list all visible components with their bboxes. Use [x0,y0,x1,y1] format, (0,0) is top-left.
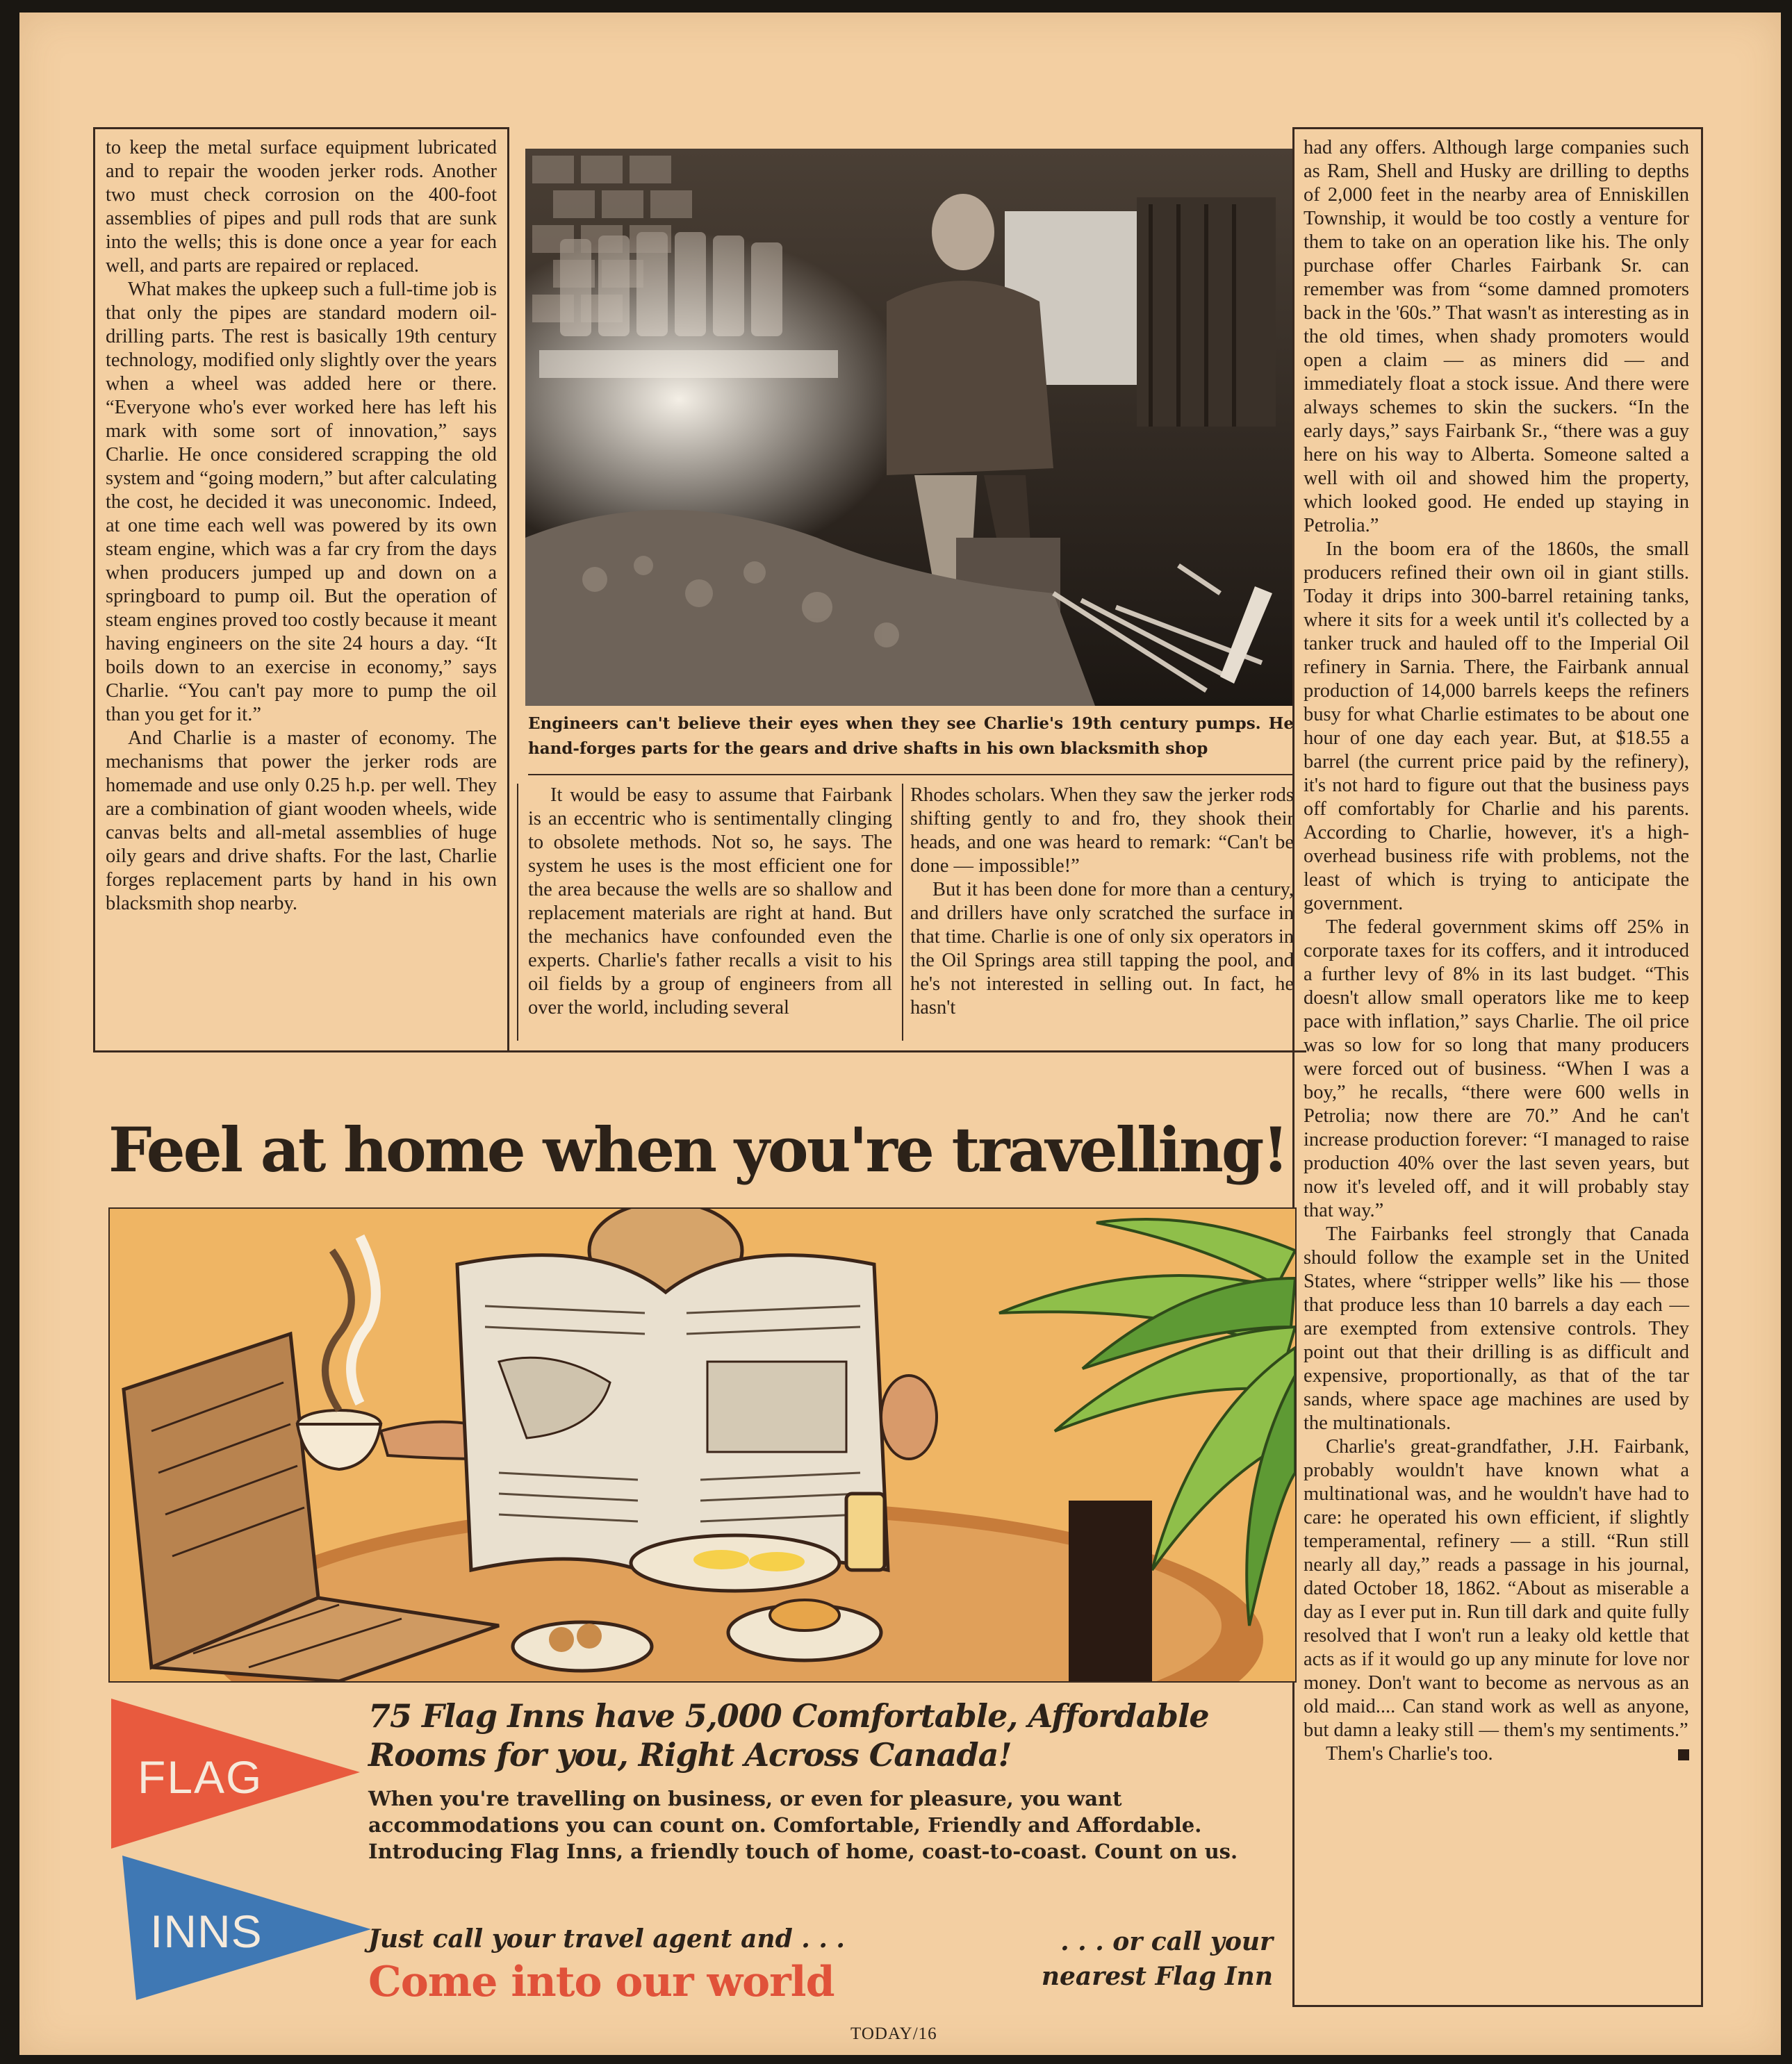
column-divider-2-3 [902,784,903,1041]
logo-word-inns: INNS [150,1906,263,1957]
page-folio: TODAY/16 [850,2024,937,2043]
col4-paragraph-1: had any offers. Although large companies such as Ram, Shell and Husky are drilling to depths of 2,000 feet in the nearby area of Enniskillen Township, it would be too costly a venture for them to take on an operation like his. The only purchase offer Charles Fairbank Sr. can remember was from “some damned promoters back in the '60s.” That wasn't as interesting as in the old times, when shady promoters would open a claim — as miners did — and immediately float a stock issue. And there were always schemes to skin the suckers. “In the early days,” says Fairbank Sr., “there was a guy here on his way to Alberta. Someone salted a well with oil and showed him the property, which looked good. He ended up staying in Petrolia.” [1304,137,1689,536]
col3-paragraph-1: Rhodes scholars. When they saw the jerker rods shifting gently to and fro, they shook their heads, and one was heard to remark: “Can't be done — impossible!” [910,784,1294,877]
ad-top-rule [93,1050,1306,1052]
column-divider-1-2 [517,784,518,1041]
caption-rule [528,774,1294,775]
ad-slogan: Come into our world [368,1958,835,2006]
col4-paragraph-3: The federal government skims off 25% in corporate taxes for its coffers, and it introduced a further levy of 8% in its last budget. “This doesn't allow small operators like me to keep pace with inflation,” says Charlie. The oil price was so low for so long that many producers were forced out of business. “When I was a boy,” he recalls, “there were 600 wells in Petrolia; now there are 70.” And he can't increase production forever: “I managed to raise production 40% over the last seven years, but now it's leveled off, and it will probably stay that way.” [1304,916,1689,1221]
article-column-3 [910,784,1294,1020]
end-of-article-square [1678,1749,1689,1760]
article-column-1 [106,136,497,916]
ad-headline: Feel at home when you're travelling! [108,1114,1288,1186]
ad-call-flag-inn: . . . or call your nearest Flag Inn [1041,1927,1273,1991]
col1-paragraph-3: And Charlie is a master of economy. The mechanisms that power the jerker rods are homemade and use only 0.25 h.p. per well. They are a combination of giant wooden wheels, wide canvas belts and all-metal assemblies of huge oily gears and drive shafts. For the last, Charlie forges replacement parts by hand in his own blacksmith shop nearby. [106,727,497,914]
flag-inns-logo [110,1697,374,2003]
col4-paragraph-4: The Fairbanks feel strongly that Canada should follow the example set in the United States, where “stripper wells” like his — those that produce less than 10 barrels a day each — are exempted from extensive controls. They point out that their drilling is as difficult and expensive, proportionally, as that of the tar sands, where space age machines are used by the multinationals. [1304,1223,1689,1434]
closing-line: Them's Charlie's too. [1326,1743,1493,1765]
article-column-4 [1304,136,1689,1766]
col4-paragraph-5: Charlie's great-grandfather, J.H. Fairbank, probably wouldn't have known what a multinational was, and he wouldn't have had to care: he operated his own efficient, if slightly temperamental, refinery — a still. “Run still nearly all day,” reads a passage in his journal, dated October 18, 1862. “About as miserable a day as I ever put in. Run till dark and quite fully resolved that I won't run a leaky old kettle that acts as if it would go up any minute for love nor money. Don't want to become as nervous as an old maid.... Can stand work as well as anyone, but damn a leaky still — them's my sentiments.” [1304,1436,1689,1741]
col4-paragraph-2: In the boom era of the 1860s, the small producers refined their own oil in giant stills. Today it drips into 300-barrel retaining tanks, where it sits for a week until it's collected by a tanker truck and hauled off to the Imperial Oil refinery in Sarnia. There, the Fairbank annual production of 14,000 barrels keeps the refiners busy for what Charlie estimates to be about one hour of one day each year. But, at $18.55 a barrel (the current price paid by the refinery), it's not hard to figure out that the business pays off comfortably for Charlie and his parents. According to Charlie, however, it's a high-overhead business rife with problems, not the least of which is trying to anticipate the government. [1304,538,1689,914]
photo-caption: Engineers can't believe their eyes when they see Charlie's 19th century pumps. He hand-forges parts for the gears and drive shafts in his own blacksmith shop [528,714,1294,758]
ad-illustration [108,1207,1297,1683]
blacksmith-photo [525,149,1294,706]
ad-body-copy: When you're travelling on business, or even for pleasure, you want accommodations you can count on. Comfortable, Friendly and Affordable. Introducing Flag Inns, a friendly touch of home, coast-to-coast. Count on us. [368,1787,1238,1863]
col3-paragraph-2: But it has been done for more than a century, and drillers have only scratched the surface in that time. Charlie is one of only six operators in the Oil Springs area still tapping the pool, and he's not interested in selling out. In fact, he hasn't [910,879,1294,1018]
breakfast-newspaper-illustration [110,1209,1295,1681]
col1-paragraph-1: to keep the metal surface equipment lubricated and to repair the wooden jerker rods. Another two must check corrosion on the 400-foot assemblies of pipes and pull rods that are sunk into the wells; this is done once a year for each well, and parts are repaired or replaced. [106,137,497,276]
col4-paragraph-6 [1304,1742,1689,1766]
ad-call-travel-agent: Just call your travel agent and . . . [368,1924,845,1954]
col2-paragraph-1: It would be easy to assume that Fairbank is an eccentric who is sentimentally clinging to obsolete methods. Not so, he says. The system he uses is the most efficient one for the area because the wells are so shallow and replacement materials are right at hand. But the mechanics have confounded even the experts. Charlie's father recalls a visit to his oil fields by a group of engineers from all over the world, including several [528,784,892,1018]
magazine-page [19,13,1781,2055]
ad-subheadline: 75 Flag Inns have 5,000 Comfortable, Affordable Rooms for you, Right Across Canada! [368,1697,1209,1774]
blacksmith-photo-art [525,149,1294,706]
logo-word-flag: FLAG [138,1751,263,1803]
col1-paragraph-2: What makes the upkeep such a full-time job is that only the pipes are standard modern oil-drilling parts. The rest is basically 19th century technology, modified only slightly over the years when a wheel was added here or there. “Everyone who's ever worked here has left his mark with some sort of innovation,” says Charlie. He once considered scrapping the old system and “going modern,” but after calculating the cost, he decided it was uneconomic. Indeed, at one time each well was powered by its own steam engine, which was a far cry from the days when producers jumped up and down on a springboard to pump oil. But the operation of steam engines proved too costly because it meant having engineers on the site 24 hours a day. “It boils down to an exercise in economy,” says Charlie. “You can't pay more to pump the oil than you get for it.” [106,279,497,725]
article-column-2 [528,784,892,1020]
